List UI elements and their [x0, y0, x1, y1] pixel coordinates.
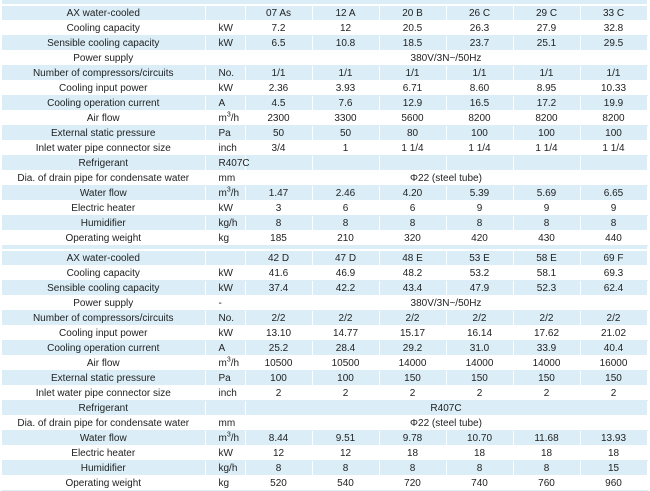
- value-cell: 33.9: [513, 341, 580, 356]
- table-row: [2, 386, 647, 401]
- row-unit: [205, 6, 245, 21]
- row-label: Water flow: [2, 186, 205, 201]
- row-unit: No.: [205, 66, 245, 81]
- value-cell: 1.47: [245, 186, 312, 201]
- value-cell: 6.65: [580, 186, 647, 201]
- table-row: [2, 111, 647, 126]
- row-unit: inch: [205, 386, 245, 401]
- row-unit: Pa: [205, 371, 245, 386]
- value-cell: 7.2: [245, 21, 312, 36]
- value-cell: 6: [379, 201, 446, 216]
- row-label: Cooling capacity: [2, 266, 205, 281]
- row-label: Humidifier: [2, 216, 205, 231]
- value-cell: 1 1/4: [379, 141, 446, 156]
- table-row: [2, 326, 647, 341]
- value-cell: 16000: [580, 356, 647, 371]
- merged-value-cell: 380V/3N~/50Hz: [245, 296, 647, 311]
- row-unit: $m^3/h$: [205, 186, 245, 201]
- value-cell: 2: [312, 386, 379, 401]
- row-unit: $m^3/h$: [205, 356, 245, 371]
- value-cell: 185: [245, 231, 312, 246]
- row-label: Cooling capacity: [2, 21, 205, 36]
- value-cell: 07 As: [245, 6, 312, 21]
- table-row: [2, 371, 647, 386]
- row-unit: A: [205, 341, 245, 356]
- value-cell: 11.68: [513, 431, 580, 446]
- value-cell: 8200: [446, 111, 513, 126]
- row-label: AX water-cooled: [2, 251, 205, 266]
- value-cell: 540: [312, 476, 379, 491]
- value-cell: 32.8: [580, 21, 647, 36]
- value-cell: 29.5: [580, 36, 647, 51]
- value-cell: 100: [580, 126, 647, 141]
- value-cell: 1/1: [580, 66, 647, 81]
- row-label: Electric heater: [2, 201, 205, 216]
- value-cell: 62.4: [580, 281, 647, 296]
- value-cell: 41.6: [245, 266, 312, 281]
- value-cell: 26.3: [446, 21, 513, 36]
- table-row: [2, 341, 647, 356]
- spec-table-upper: [2, 6, 648, 246]
- value-cell: 33 C: [580, 6, 647, 21]
- value-cell: 2/2: [379, 311, 446, 326]
- row-label: Cooling operation current: [2, 96, 205, 111]
- value-cell: 8: [446, 461, 513, 476]
- table-row: [2, 126, 647, 141]
- row-label: Cooling input power: [2, 326, 205, 341]
- value-cell: 26 C: [446, 6, 513, 21]
- value-cell: 1/1: [379, 66, 446, 81]
- value-cell: 46.9: [312, 266, 379, 281]
- value-cell: 1 1/4: [580, 141, 647, 156]
- value-cell: 58 E: [513, 251, 580, 266]
- value-cell: 1: [312, 141, 379, 156]
- value-cell: [379, 156, 446, 171]
- table-row: [2, 431, 647, 446]
- value-cell: 2.46: [312, 186, 379, 201]
- value-cell: 6.71: [379, 81, 446, 96]
- value-cell: 3300: [312, 111, 379, 126]
- row-unit: [205, 401, 245, 416]
- value-cell: 8200: [580, 111, 647, 126]
- value-cell: 21.02: [580, 326, 647, 341]
- row-unit: kW: [205, 81, 245, 96]
- value-cell: 150: [580, 371, 647, 386]
- value-cell: 8: [513, 216, 580, 231]
- value-cell: 15: [580, 461, 647, 476]
- row-unit: kg/h: [205, 216, 245, 231]
- row-label: Humidifier: [2, 461, 205, 476]
- value-cell: 1 1/4: [513, 141, 580, 156]
- row-label: Dia. of drain pipe for condensate water: [2, 416, 205, 431]
- value-cell: 27.9: [513, 21, 580, 36]
- value-cell: 69 F: [580, 251, 647, 266]
- value-cell: 15.17: [379, 326, 446, 341]
- table-row: [2, 141, 647, 156]
- merged-value-cell: Φ22 (steel tube): [245, 171, 647, 186]
- value-cell: 14.77: [312, 326, 379, 341]
- value-cell: 3: [245, 201, 312, 216]
- row-label: Operating weight: [2, 476, 205, 491]
- value-cell: 320: [379, 231, 446, 246]
- value-cell: 8.44: [245, 431, 312, 446]
- table-row: [2, 216, 647, 231]
- value-cell: [580, 156, 647, 171]
- row-unit: mm: [205, 416, 245, 431]
- value-cell: 12 A: [312, 6, 379, 21]
- value-cell: 18: [446, 446, 513, 461]
- table-row: [2, 51, 647, 66]
- value-cell: 1/1: [446, 66, 513, 81]
- value-cell: 25.1: [513, 36, 580, 51]
- value-cell: 5600: [379, 111, 446, 126]
- value-cell: 31.0: [446, 341, 513, 356]
- value-cell: 9: [446, 201, 513, 216]
- value-cell: 17.2: [513, 96, 580, 111]
- value-cell: 210: [312, 231, 379, 246]
- table-row: [2, 201, 647, 216]
- value-cell: 5.69: [513, 186, 580, 201]
- value-cell: 150: [513, 371, 580, 386]
- table-row: [2, 401, 647, 416]
- value-cell: 50: [245, 126, 312, 141]
- row-unit: [205, 251, 245, 266]
- value-cell: 12: [312, 21, 379, 36]
- value-cell: 100: [513, 126, 580, 141]
- value-cell: 23.7: [446, 36, 513, 51]
- row-label: Dia. of drain pipe for condensate water: [2, 171, 205, 186]
- value-cell: 8.95: [513, 81, 580, 96]
- value-cell: 50: [312, 126, 379, 141]
- value-cell: 8: [580, 216, 647, 231]
- row-label: Air flow: [2, 356, 205, 371]
- table-top-band: [2, 245, 647, 249]
- row-unit: $m^3/h$: [205, 111, 245, 126]
- value-cell: 10.33: [580, 81, 647, 96]
- value-cell: 47.9: [446, 281, 513, 296]
- value-cell: 40.4: [580, 341, 647, 356]
- row-label: Sensible cooling capacity: [2, 281, 205, 296]
- table-row: [2, 446, 647, 461]
- value-cell: 520: [245, 476, 312, 491]
- value-cell: 14000: [379, 356, 446, 371]
- value-cell: 2/2: [245, 311, 312, 326]
- value-cell: 10.70: [446, 431, 513, 446]
- row-label: Power supply: [2, 51, 205, 66]
- value-cell: 2300: [245, 111, 312, 126]
- value-cell: 8: [379, 461, 446, 476]
- value-cell: 8: [312, 461, 379, 476]
- merged-value-cell: Φ22 (steel tube): [245, 416, 647, 431]
- value-cell: 9: [513, 201, 580, 216]
- table-row: [2, 266, 647, 281]
- value-cell: 53 E: [446, 251, 513, 266]
- value-cell: 58.1: [513, 266, 580, 281]
- value-cell: 420: [446, 231, 513, 246]
- value-cell: 8: [513, 461, 580, 476]
- table-row: [2, 231, 647, 246]
- value-cell: 47 D: [312, 251, 379, 266]
- value-cell: 740: [446, 476, 513, 491]
- table-row: [2, 461, 647, 476]
- table-row: [2, 81, 647, 96]
- table-row: [2, 356, 647, 371]
- value-cell: 3/4: [245, 141, 312, 156]
- value-cell: 960: [580, 476, 647, 491]
- value-cell: 1 1/4: [446, 141, 513, 156]
- row-label: Cooling input power: [2, 81, 205, 96]
- value-cell: 8200: [513, 111, 580, 126]
- row-unit: kW: [205, 36, 245, 51]
- row-unit: [205, 51, 245, 66]
- row-label: Water flow: [2, 431, 205, 446]
- value-cell: 28.4: [312, 341, 379, 356]
- value-cell: 42.2: [312, 281, 379, 296]
- value-cell: 48.2: [379, 266, 446, 281]
- value-cell: 1/1: [513, 66, 580, 81]
- value-cell: 13.93: [580, 431, 647, 446]
- value-cell: 37.4: [245, 281, 312, 296]
- value-cell: 100: [245, 371, 312, 386]
- table-row: [2, 251, 647, 266]
- value-cell: 18: [580, 446, 647, 461]
- value-cell: 6: [312, 201, 379, 216]
- value-cell: 10500: [245, 356, 312, 371]
- row-unit: Pa: [205, 126, 245, 141]
- value-cell: 430: [513, 231, 580, 246]
- value-cell: 17.62: [513, 326, 580, 341]
- table-row: [2, 6, 647, 21]
- table-row: [2, 156, 647, 171]
- value-cell: 10500: [312, 356, 379, 371]
- value-cell: 9.51: [312, 431, 379, 446]
- row-label: External static pressure: [2, 371, 205, 386]
- table-row: [2, 66, 647, 81]
- value-cell: 8: [245, 461, 312, 476]
- value-cell: 12: [245, 446, 312, 461]
- value-cell: 7.6: [312, 96, 379, 111]
- row-unit: kg/h: [205, 461, 245, 476]
- row-label: Inlet water pipe connector size: [2, 141, 205, 156]
- value-cell: 69.3: [580, 266, 647, 281]
- value-cell: 150: [446, 371, 513, 386]
- row-unit: R407C: [205, 156, 245, 171]
- value-cell: 18: [379, 446, 446, 461]
- value-cell: 2: [580, 386, 647, 401]
- value-cell: 2: [379, 386, 446, 401]
- table-row: [2, 476, 647, 491]
- value-cell: 100: [312, 371, 379, 386]
- value-cell: [312, 156, 379, 171]
- value-cell: 1/1: [312, 66, 379, 81]
- row-label: Sensible cooling capacity: [2, 36, 205, 51]
- value-cell: 10.8: [312, 36, 379, 51]
- row-unit: A: [205, 96, 245, 111]
- value-cell: 42 D: [245, 251, 312, 266]
- value-cell: 6.5: [245, 36, 312, 51]
- row-label: AX water-cooled: [2, 6, 205, 21]
- row-label: Inlet water pipe connector size: [2, 386, 205, 401]
- value-cell: 80: [379, 126, 446, 141]
- value-cell: [245, 156, 312, 171]
- row-unit: kW: [205, 21, 245, 36]
- value-cell: 5.39: [446, 186, 513, 201]
- value-cell: 8: [245, 216, 312, 231]
- row-unit: kW: [205, 446, 245, 461]
- value-cell: 2/2: [513, 311, 580, 326]
- value-cell: 48 E: [379, 251, 446, 266]
- value-cell: 1/1: [245, 66, 312, 81]
- value-cell: 150: [379, 371, 446, 386]
- value-cell: 2/2: [312, 311, 379, 326]
- value-cell: 2.36: [245, 81, 312, 96]
- row-label: Operating weight: [2, 231, 205, 246]
- row-label: Refrigerant: [2, 401, 205, 416]
- value-cell: 52.3: [513, 281, 580, 296]
- value-cell: 3.93: [312, 81, 379, 96]
- value-cell: 8: [379, 216, 446, 231]
- value-cell: [446, 156, 513, 171]
- value-cell: 2: [245, 386, 312, 401]
- value-cell: 19.9: [580, 96, 647, 111]
- row-unit: inch: [205, 141, 245, 156]
- row-unit: kW: [205, 201, 245, 216]
- value-cell: 12: [312, 446, 379, 461]
- row-unit: kW: [205, 281, 245, 296]
- value-cell: 18: [513, 446, 580, 461]
- value-cell: 8: [446, 216, 513, 231]
- value-cell: 2/2: [580, 311, 647, 326]
- row-unit: kW: [205, 326, 245, 341]
- value-cell: 16.5: [446, 96, 513, 111]
- value-cell: 29 C: [513, 6, 580, 21]
- value-cell: 720: [379, 476, 446, 491]
- table-row: [2, 311, 647, 326]
- value-cell: 14000: [446, 356, 513, 371]
- row-unit: kg: [205, 231, 245, 246]
- row-label: Air flow: [2, 111, 205, 126]
- value-cell: 100: [446, 126, 513, 141]
- value-cell: 4.5: [245, 96, 312, 111]
- value-cell: 20.5: [379, 21, 446, 36]
- value-cell: 2: [513, 386, 580, 401]
- value-cell: 440: [580, 231, 647, 246]
- table-row: [2, 36, 647, 51]
- value-cell: 2/2: [446, 311, 513, 326]
- value-cell: 2: [446, 386, 513, 401]
- row-unit: kg: [205, 476, 245, 491]
- merged-value-cell: R407C: [245, 401, 647, 416]
- table-row: [2, 186, 647, 201]
- merged-value-cell: 380V/3N~/50Hz: [245, 51, 647, 66]
- value-cell: 16.14: [446, 326, 513, 341]
- table-row: [2, 296, 647, 311]
- value-cell: 760: [513, 476, 580, 491]
- value-cell: 8.60: [446, 81, 513, 96]
- value-cell: 18.5: [379, 36, 446, 51]
- value-cell: 29.2: [379, 341, 446, 356]
- value-cell: 8: [312, 216, 379, 231]
- value-cell: 13.10: [245, 326, 312, 341]
- row-label: Electric heater: [2, 446, 205, 461]
- row-unit: No.: [205, 311, 245, 326]
- value-cell: 20 B: [379, 6, 446, 21]
- row-label: External static pressure: [2, 126, 205, 141]
- table-row: [2, 21, 647, 36]
- row-label: Power supply: [2, 296, 205, 311]
- table-row: [2, 171, 647, 186]
- value-cell: 12.9: [379, 96, 446, 111]
- row-unit: -: [205, 296, 245, 311]
- value-cell: 53.2: [446, 266, 513, 281]
- table-row: [2, 96, 647, 111]
- row-label: Number of compressors/circuits: [2, 66, 205, 81]
- table-row: [2, 416, 647, 431]
- value-cell: 4.20: [379, 186, 446, 201]
- value-cell: 14000: [513, 356, 580, 371]
- value-cell: 25.2: [245, 341, 312, 356]
- table-top-band: [2, 0, 647, 4]
- value-cell: [513, 156, 580, 171]
- row-unit: $m^3/h$: [205, 431, 245, 446]
- value-cell: 9: [580, 201, 647, 216]
- row-unit: kW: [205, 266, 245, 281]
- row-unit: mm: [205, 171, 245, 186]
- spec-table-lower: [2, 251, 648, 491]
- row-label: Cooling operation current: [2, 341, 205, 356]
- value-cell: 43.4: [379, 281, 446, 296]
- table-row: [2, 281, 647, 296]
- row-label: Refrigerant: [2, 156, 205, 171]
- value-cell: 9.78: [379, 431, 446, 446]
- row-label: Number of compressors/circuits: [2, 311, 205, 326]
